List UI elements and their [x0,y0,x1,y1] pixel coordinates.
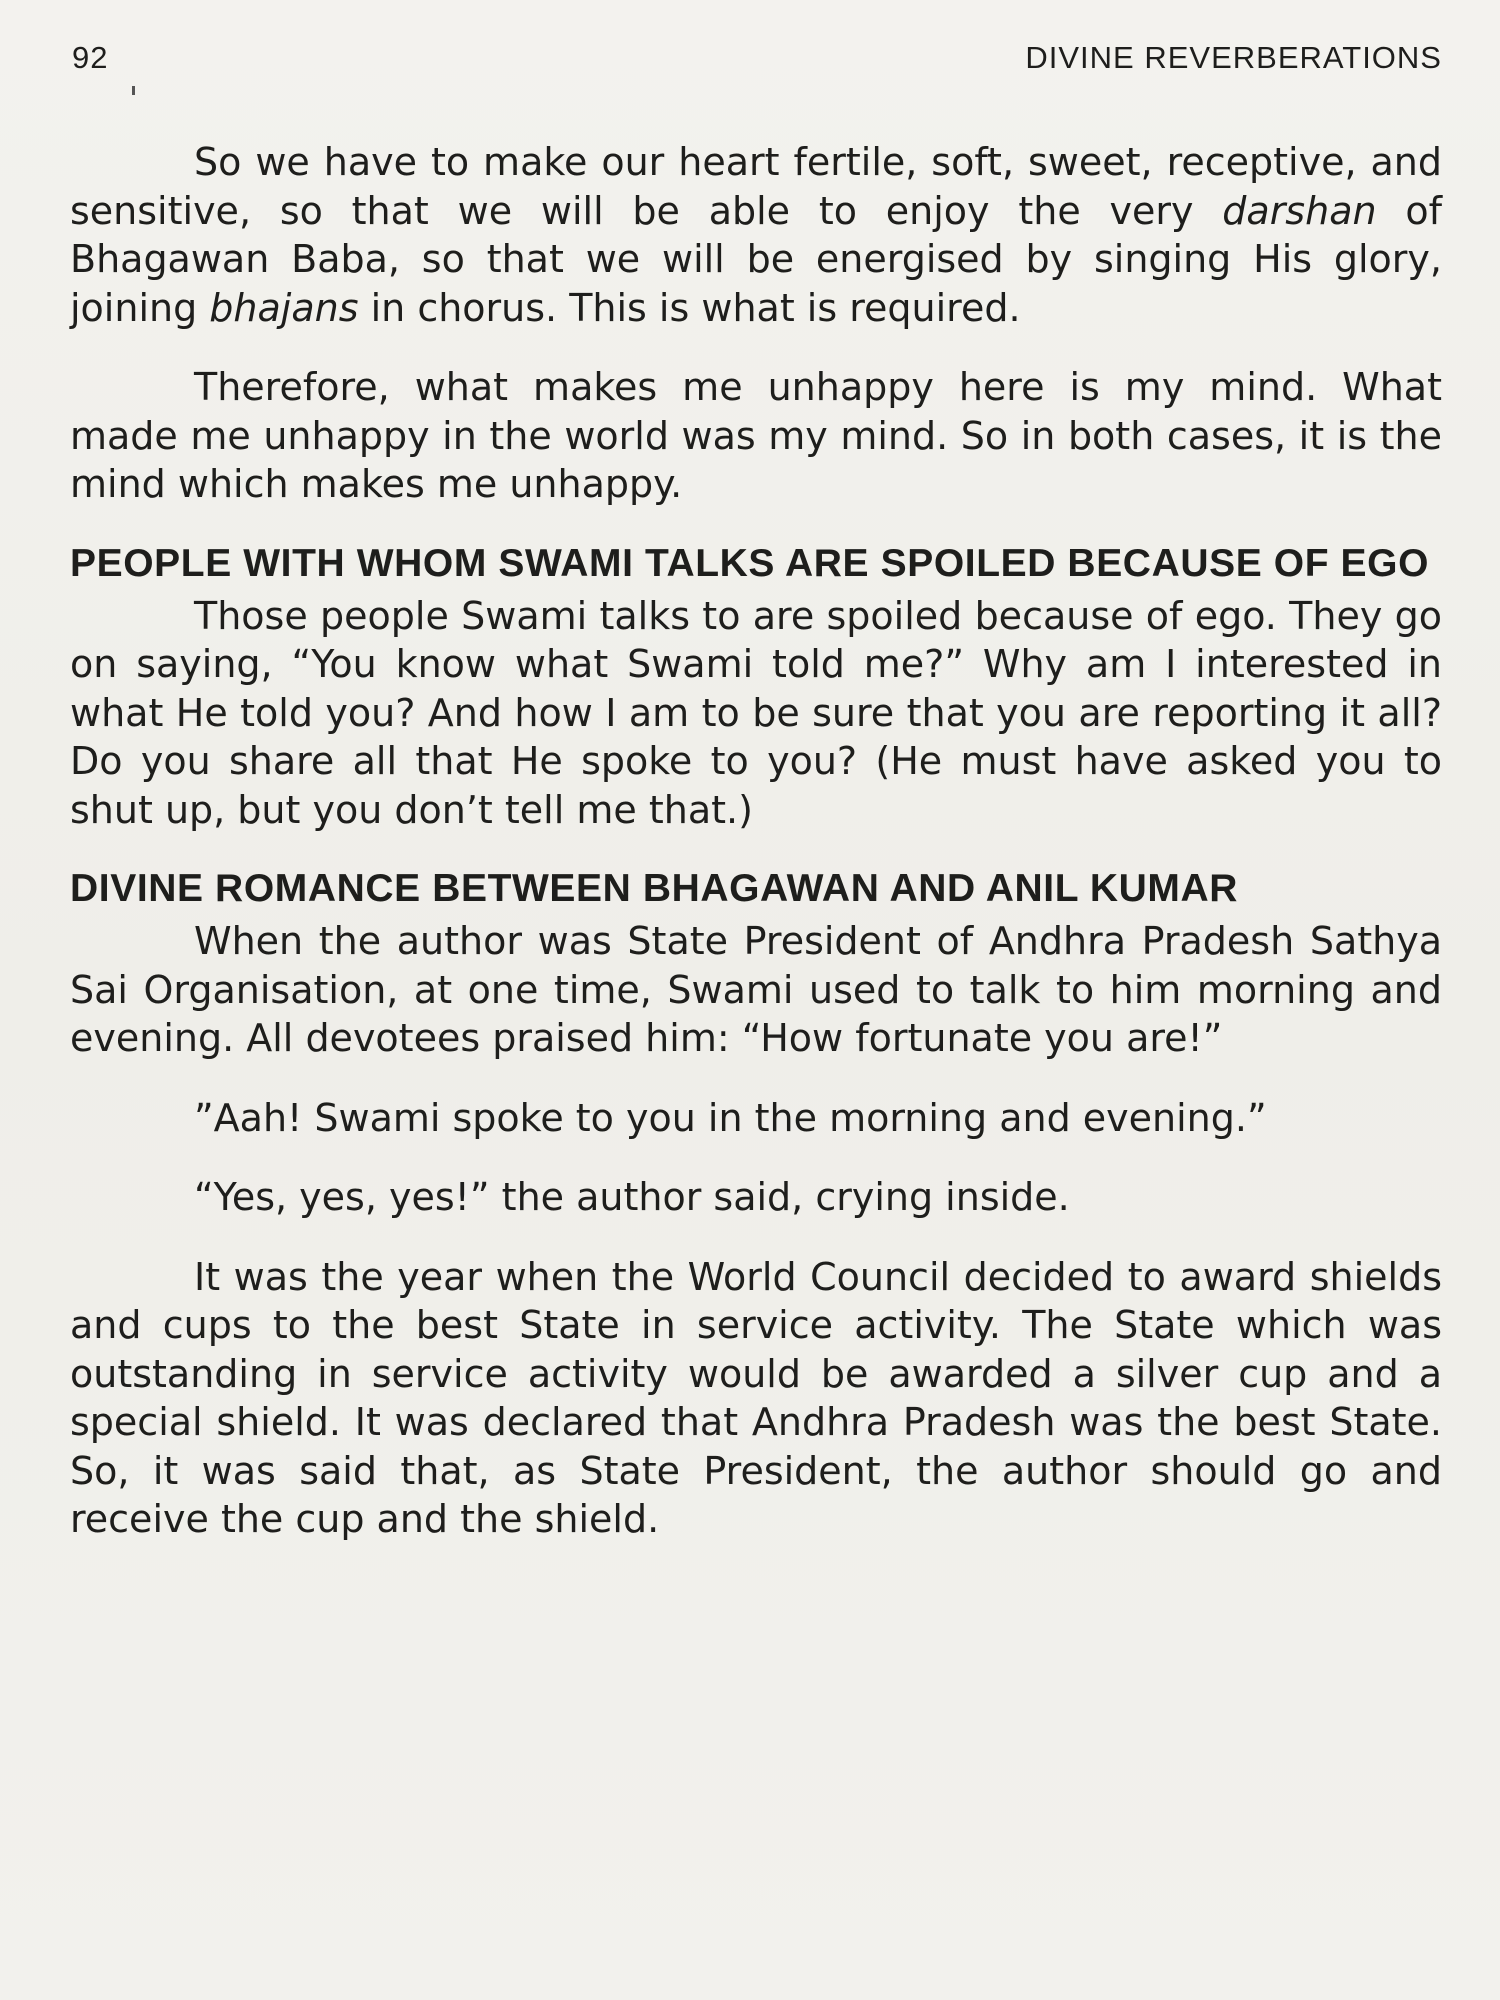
page-number: 92 [72,40,109,75]
paragraph-world-council: It was the year when the World Council decided to award shields and cups to the best State in service activity. The State which was outstanding in service activity would be awarded a silver cup and a special shield. It was declared that Andhra Pradesh was the best State. So, it was said that, as State President, the author should go and receive the cup and the shield. [70,1254,1442,1541]
paragraph-spoiled-by-ego: Those people Swami talks to are spoiled because of ego. They go on saying, “You know what Swami told me?” Why am I interested in what He told you? And how I am to be sure that you are reporting it all? Do you share all that He spoke to you? (He must have asked you to shut up, but you don’t tell me that.) [70,593,1442,832]
section-heading-spoiled-by-ego: PEOPLE WITH WHOM SWAMI TALKS ARE SPOILED BECAUSE OF EGO [70,541,1430,585]
italic-term-darshan: darshan [1222,188,1377,233]
section-heading-divine-romance: DIVINE ROMANCE BETWEEN BHAGAWAN AND ANIL KUMAR [70,867,1238,910]
paragraph-aah-swami: ”Aah! Swami spoke to you in the morning and evening.” [194,1095,1267,1140]
body-text [70,138,1442,1575]
page-header [72,40,1442,80]
running-title: DIVINE REVERBERATIONS [1025,40,1442,75]
paragraph-mind-unhappy: Therefore, what makes me unhappy here is my mind. What made me unhappy in the world was my mind. So in both cases, it is the mind which makes me unhappy. [70,365,1442,506]
print-speck [132,86,135,95]
paragraph-yes-yes: “Yes, yes, yes!” the author said, crying inside. [194,1175,1070,1219]
paragraph-text: So we have to make our heart fertile, soft, sweet, receptive, and sensitive, so that we will be able to enjoy the very [70,140,1442,233]
paragraph-text: in chorus. This is what is required. [358,285,1021,330]
paragraph-state-president: When the author was State President of Andhra Pradesh Sathya Sai Organisation, at one time, Swami used to talk to him morning and evening. All devotees praised him: “How fortunate you are!” [70,919,1442,1060]
italic-term-bhajans: bhajans [209,285,359,330]
paragraph-text: of Bhagawan Baba, so that we will be energised by singing His glory, joining [70,188,1442,330]
paragraph-heart-fertile [70,138,1442,332]
